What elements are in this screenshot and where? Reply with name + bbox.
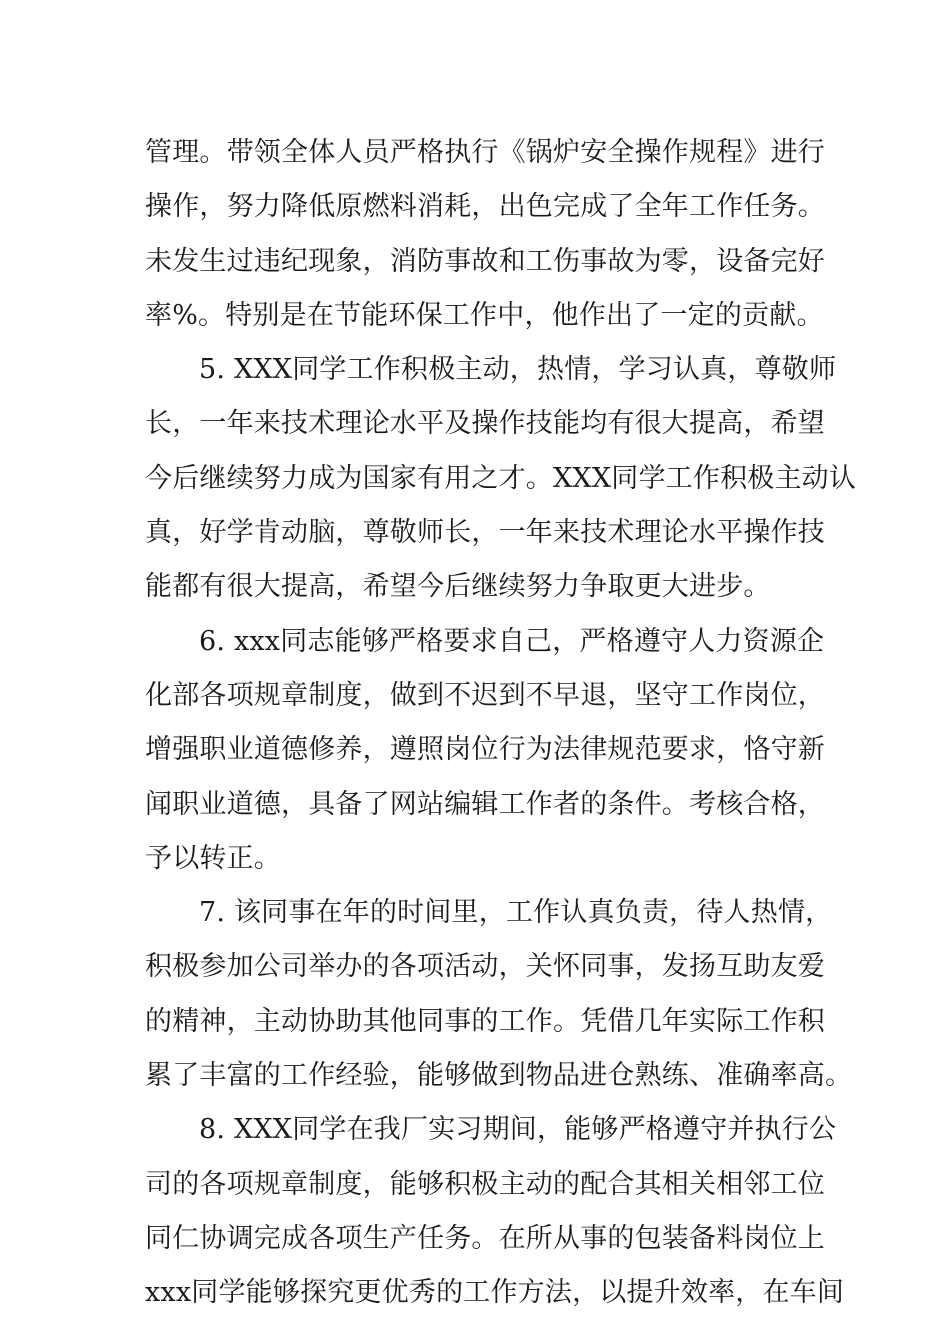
- text-line: 累了丰富的工作经验，能够做到物品进仓熟练、准确率高。: [145, 1060, 853, 1092]
- text-line: 闻职业道德，具备了网站编辑工作者的条件。考核合格，: [145, 788, 825, 820]
- text-line: 积极参加公司举办的各项活动，关怀同事，发扬互助友爱: [145, 951, 825, 983]
- text-line: 增强职业道德修养，遵照岗位行为法律规范要求，恪守新: [145, 734, 825, 766]
- text-line: xxx同学能够探究更优秀的工作方法，以提升效率，在车间: [145, 1277, 845, 1309]
- text-line: 真，好学肯动脑，尊敬师长，一年来技术理论水平操作技: [145, 517, 825, 549]
- text-line: 同仁协调完成各项生产任务。在所从事的包装备料岗位上: [145, 1222, 825, 1254]
- text-line: 化部各项规章制度，做到不迟到不早退，坚守工作岗位，: [145, 679, 825, 711]
- text-line: 7. 该同事在年的时间里，工作认真负责，待人热情，: [199, 897, 833, 929]
- text-line: 管理。带领全体人员严格执行《锅炉安全操作规程》进行: [145, 137, 825, 168]
- text-line: 今后继续努力成为国家有用之才。XXX同学工作积极主动认: [145, 462, 857, 494]
- text-line: 未发生过违纪现象，消防事故和工伤事故为零，设备完好: [145, 245, 825, 277]
- body-text: [145, 126, 857, 1321]
- text-line: 能都有很大提高，希望今后继续努力争取更大进步。: [145, 571, 771, 603]
- text-line: 予以转正。: [145, 842, 281, 874]
- text-line: 的精神，主动协助其他同事的工作。凭借几年实际工作积: [145, 1005, 825, 1037]
- text-line: 操作，努力降低原燃料消耗，出色完成了全年工作任务。: [145, 191, 825, 223]
- text-line: 8. XXX同学在我厂实习期间，能够严格遵守并执行公: [199, 1114, 837, 1146]
- text-line: 率%。特别是在节能环保工作中，他作出了一定的贡献。: [145, 299, 824, 331]
- text-line: 6. xxx同志能够严格要求自己，严格遵守人力资源企: [199, 625, 825, 657]
- text-line: 长，一年来技术理论水平及操作技能均有很大提高，希望: [145, 408, 825, 440]
- text-line: 司的各项规章制度，能够积极主动的配合其相关相邻工位: [145, 1168, 825, 1200]
- text-line: 5. XXX同学工作积极主动，热情，学习认真，尊敬师: [199, 354, 837, 386]
